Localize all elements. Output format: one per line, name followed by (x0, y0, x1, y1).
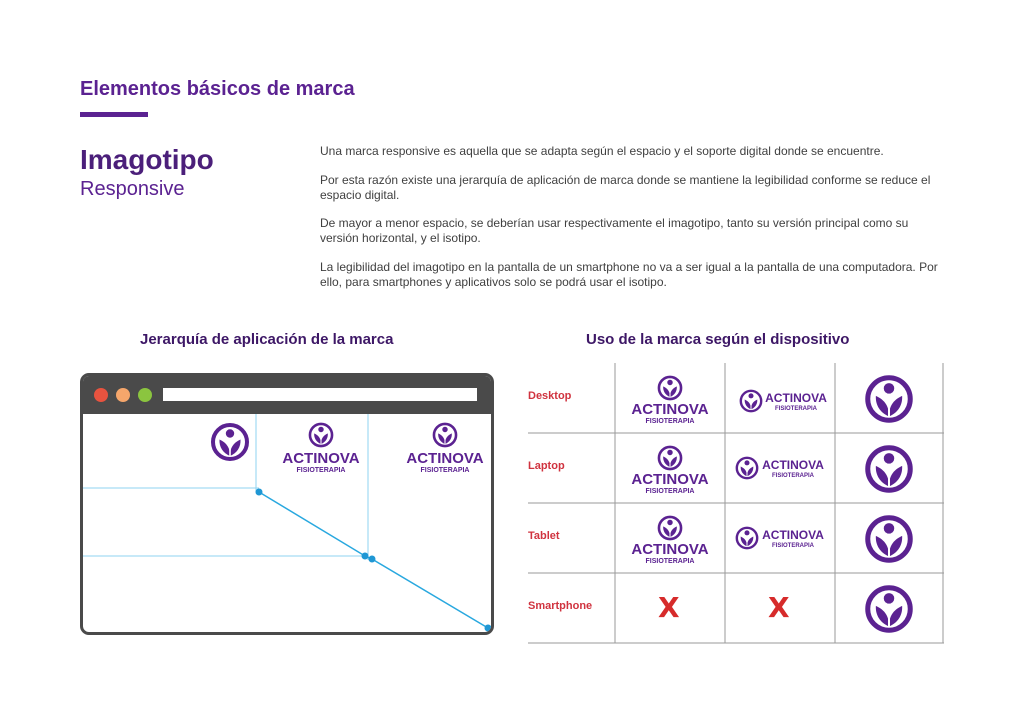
brand-name: ACTINOVA (406, 450, 484, 467)
actinova-isotipo-icon (868, 378, 911, 421)
page-title: Imagotipo (80, 144, 214, 175)
actinova-isotipo-icon (434, 424, 456, 446)
browser-mockup (80, 373, 494, 635)
brand-tagline: FISIOTERAPIA (771, 543, 815, 549)
breakpoint-dot (362, 553, 369, 560)
brand-name: ACTINOVA (631, 471, 709, 488)
brand-name: ACTINOVA (282, 450, 360, 467)
usage-table (528, 363, 944, 643)
brand-name: ACTINOVA (765, 391, 827, 405)
actinova-isotipo-icon (868, 518, 911, 561)
not-allowed-x-icon: X (768, 591, 790, 624)
intro-paragraph: Por esta razón existe una jerarquía de aplicación de marca donde se mantiene la legibilidad conforme se reduce el espacio digital. (320, 172, 931, 202)
actinova-isotipo-icon (737, 458, 757, 478)
brand-tagline: FISIOTERAPIA (774, 406, 818, 412)
brand-name: ACTINOVA (762, 528, 824, 542)
brand-tagline: FISIOTERAPIA (645, 558, 695, 565)
actinova-isotipo-icon (310, 424, 332, 446)
usage-heading: Uso de la marca según el dispositivo (586, 331, 850, 348)
page-subtitle: Responsive (80, 178, 185, 200)
row-label-tablet: Tablet (528, 530, 560, 542)
actinova-isotipo-icon (659, 377, 681, 399)
actinova-isotipo-icon (868, 448, 911, 491)
actinova-isotipo-icon (659, 517, 681, 539)
actinova-isotipo-icon (213, 425, 247, 459)
brand-name: ACTINOVA (762, 458, 824, 472)
brand-tagline: FISIOTERAPIA (645, 488, 695, 495)
not-allowed-x-icon: X (658, 591, 680, 624)
breakpoint-dot (485, 625, 492, 632)
row-label-desktop: Desktop (528, 390, 572, 402)
hierarchy-diagram (83, 376, 491, 632)
brand-tagline: FISIOTERAPIA (771, 473, 815, 479)
intro-paragraph: La legibilidad del imagotipo en la pantalla de un smartphone no va a ser igual a la pantalla de una computadora. Por ello, para smartphones y aplicativos solo se podrá usar el isotipo. (320, 259, 938, 289)
breakpoint-dot (256, 489, 263, 496)
brand-tagline: FISIOTERAPIA (420, 467, 470, 474)
row-label-laptop: Laptop (528, 460, 565, 472)
brand-tagline: FISIOTERAPIA (296, 467, 346, 474)
row-label-smartphone: Smartphone (528, 600, 593, 612)
actinova-isotipo-icon (659, 447, 681, 469)
brand-name: ACTINOVA (631, 541, 709, 558)
section-title: Elementos básicos de marca (80, 78, 355, 100)
intro-paragraph: Una marca responsive es aquella que se adapta según el espacio y el soporte digital donde se encuentre. (320, 144, 884, 158)
intro-paragraph: De mayor a menor espacio, se deberían usar respectivamente el imagotipo, tanto su versión principal como su versión horizontal, y el isotipo. (320, 216, 909, 246)
intro-text (320, 144, 950, 304)
breakpoint-dot (369, 556, 376, 563)
brand-name: ACTINOVA (631, 401, 709, 418)
actinova-isotipo-icon (868, 588, 911, 631)
actinova-isotipo-icon (741, 391, 761, 411)
title-underline (80, 112, 148, 117)
actinova-isotipo-icon (737, 528, 757, 548)
hierarchy-heading: Jerarquía de aplicación de la marca (140, 331, 394, 348)
brand-tagline: FISIOTERAPIA (645, 418, 695, 425)
